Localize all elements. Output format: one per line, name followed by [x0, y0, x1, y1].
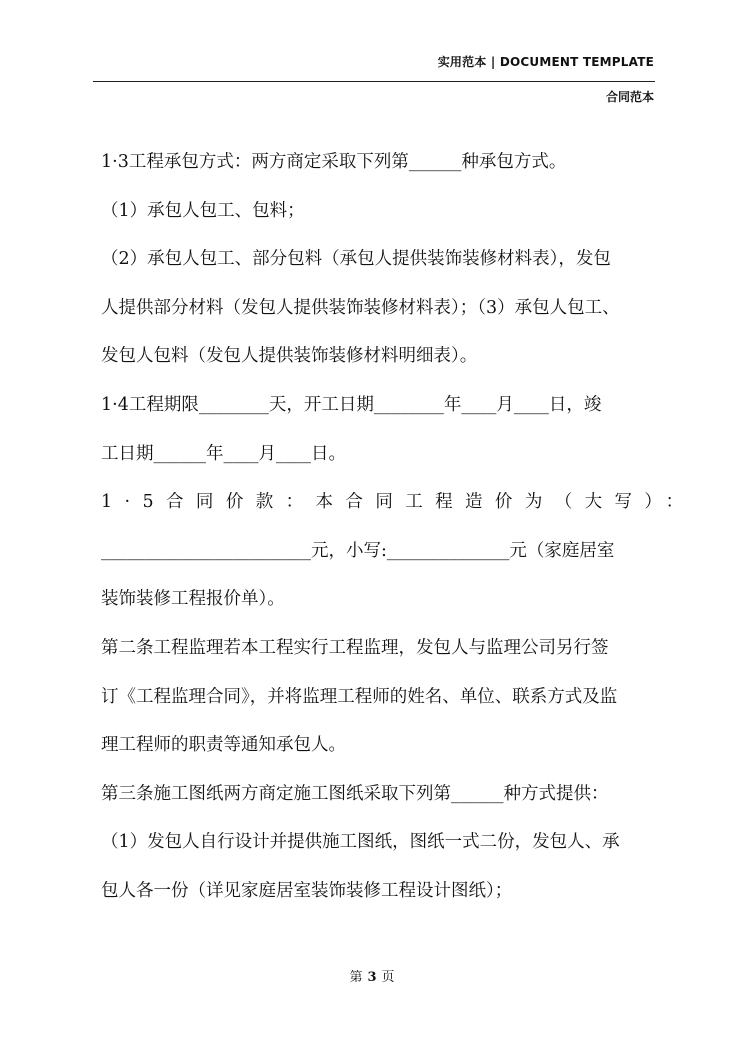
body-line: 1·3工程承包方式：两方商定采取下列第______种承包方式。: [101, 152, 567, 172]
page-suffix: 页: [381, 970, 395, 985]
document-body: [101, 138, 696, 916]
body-line: （2）承包人包工、部分包料（承包人提供装饰装修材料表），发包: [101, 249, 611, 270]
body-line: 1·5合同价款：本合同工程造价为（大写）：: [101, 492, 696, 513]
header-divider: [93, 81, 655, 82]
page-number-value: 3: [367, 970, 377, 985]
body-line: 工日期______年____月____日。: [101, 443, 346, 464]
body-line: 理工程师的职责等通知承包人。: [101, 735, 346, 756]
body-line: 订《工程监理合同》，并将监理工程师的姓名、单位、联系方式及监: [101, 686, 618, 707]
body-line: 第三条施工图纸两方商定施工图纸采取下列第______种方式提供：: [101, 783, 609, 804]
page-number: [0, 966, 744, 985]
header-subtitle: 合同范本: [605, 90, 654, 104]
body-line: 发包人包料（发包人提供装饰装修材料明细表）。: [101, 346, 478, 367]
body-line: （1）承包人包工、包料；: [101, 200, 305, 221]
body-line: 人提供部分材料（发包人提供装饰装修材料表）；（3）承包人包工、: [101, 297, 620, 318]
page-prefix: 第: [349, 970, 363, 985]
body-line: 第二条工程监理若本工程实行工程监理，发包人与监理公司另行签: [101, 637, 609, 658]
body-line: （1）发包人自行设计并提供施工图纸，图纸一式二份，发包人、承: [101, 832, 620, 853]
body-line: ________________________元，小写:______________元（家庭居室: [101, 540, 615, 561]
body-line: 1·4工程期限________天，开工日期________年____月____日，竣: [101, 394, 602, 415]
body-line: 装饰装修工程报价单）。: [101, 589, 285, 610]
header-title: 实用范本 | DOCUMENT TEMPLATE: [437, 55, 654, 69]
body-line: 包人各一份（详见家庭居室装饰装修工程设计图纸）；: [101, 880, 513, 901]
